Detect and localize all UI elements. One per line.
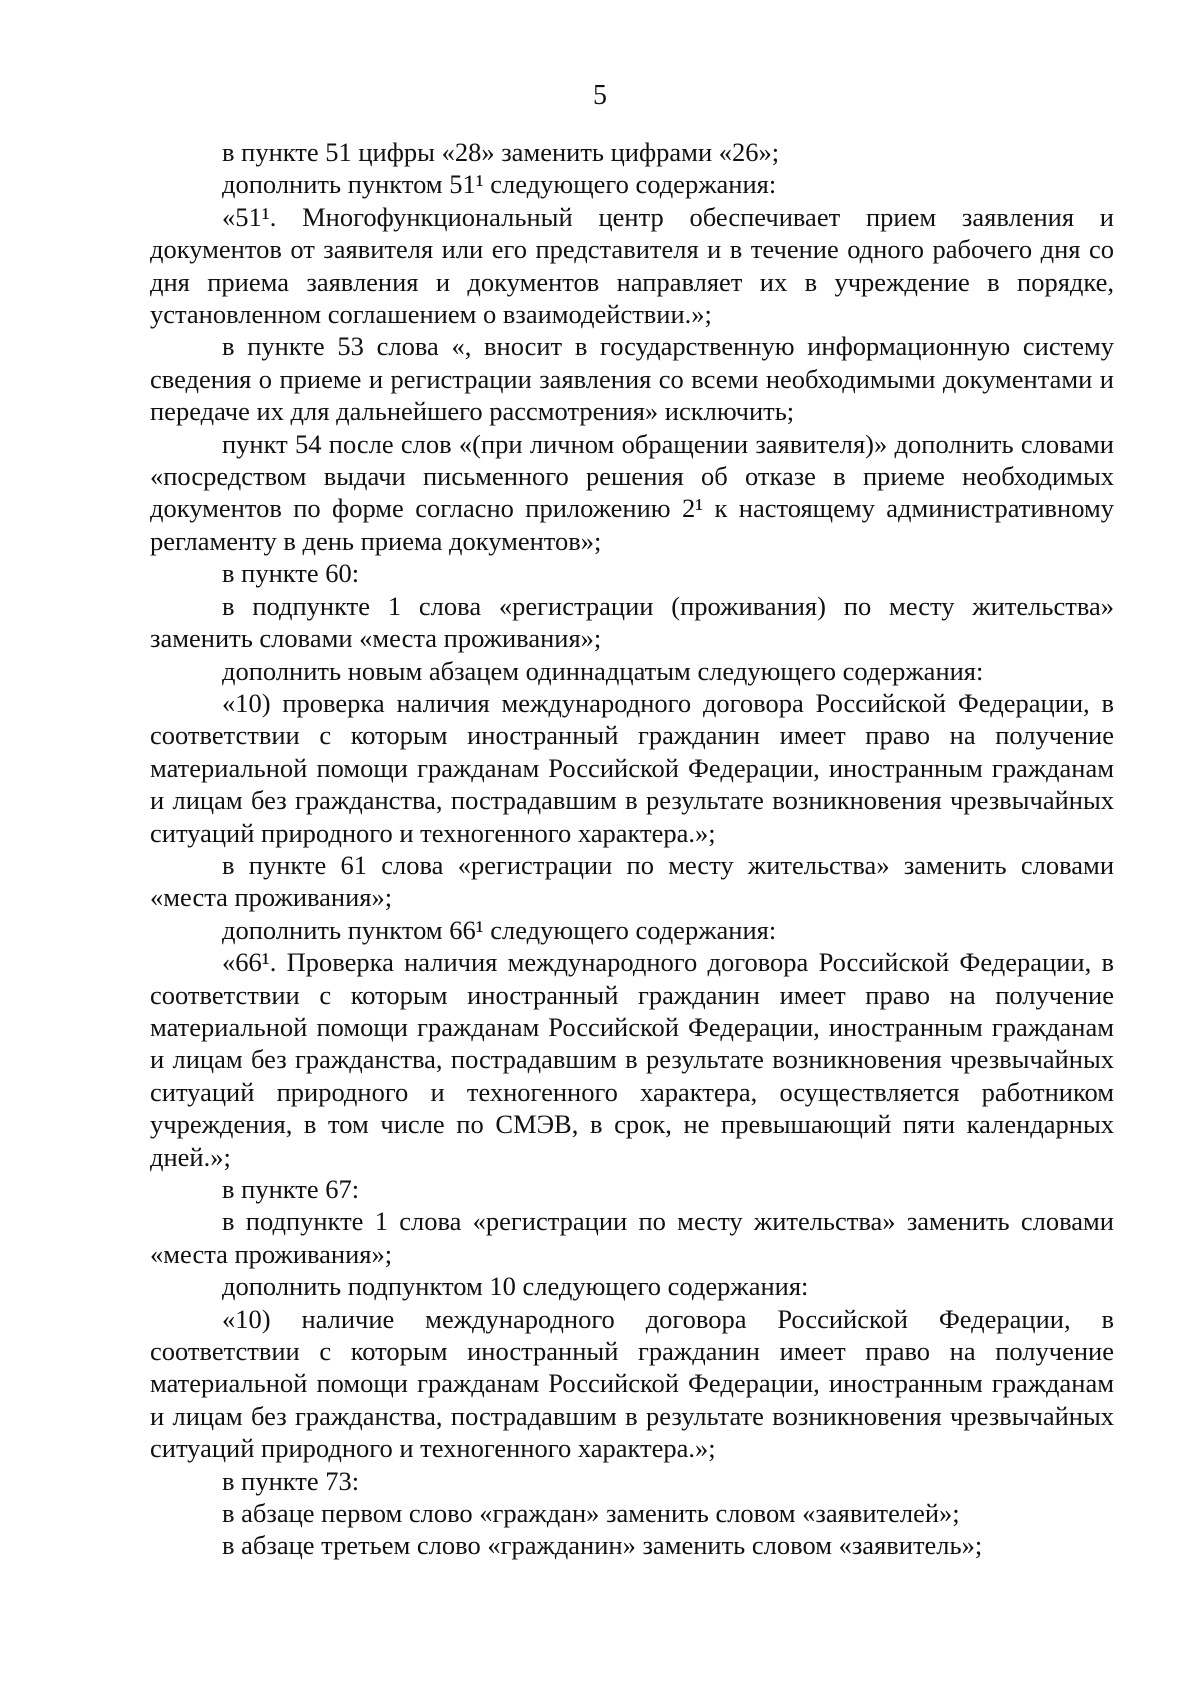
- paragraph-6: в пункте 60:: [222, 558, 360, 589]
- paragraph-4: в пункте 53 слова «, вносит в государственную информационную систему сведения о приеме и регистрации заявления со всеми необходимыми документами и передаче их для дальнейшего рассмотрения» исключить;: [150, 331, 1114, 427]
- paragraph-5: пункт 54 после слов «(при личном обращении заявителя)» дополнить словами «посредством выдачи письменного решения об отказе в приеме необходимых документов по форме согласно приложению 2¹ к настоящему административному регламенту в день приема документов»;: [150, 428, 1114, 556]
- paragraph-3: «51¹. Многофункциональный центр обеспечивает прием заявления и документов от заявителя или его представителя и в течение одного рабочего дня со дня приема заявления и документов направляет их в учреждение в порядке, установленном соглашением о взаимодействии.»;: [150, 201, 1114, 330]
- paragraph-10: в пункте 61 слова «регистрации по месту жительства» заменить словами «места проживания»;: [150, 849, 1114, 913]
- paragraph-14: в подпункте 1 слова «регистрации по месту жительства» заменить словами «места проживания»;: [150, 1206, 1114, 1269]
- paragraph-18: в абзаце первом слово «граждан» заменить словом «заявителей»;: [222, 1498, 960, 1529]
- paragraph-7: в подпункте 1 слова «регистрации (проживания) по месту жительства» заменить словами «места проживания»;: [150, 590, 1114, 654]
- paragraph-2: дополнить пунктом 51¹ следующего содержания:: [222, 169, 777, 200]
- paragraph-1: в пункте 51 цифры «28» заменить цифрами «26»;: [222, 137, 780, 167]
- paragraph-19: в абзаце третьем слово «гражданин» заменить словом «заявитель»;: [222, 1530, 983, 1561]
- paragraph-17: в пункте 73:: [222, 1465, 360, 1496]
- paragraph-11: дополнить пунктом 66¹ следующего содержания:: [222, 914, 777, 945]
- paragraph-12: «66¹. Проверка наличия международного договора Российской Федерации, в соответствии с которым иностранный гражданин имеет право на получение материальной помощи гражданам Российской Федерации, иностранным гражданам и лицам без гражданства, пострадавшим в результате возникновения чрезвычайных ситуаций природного и техногенного характера, осуществляется работником учреждения, в том числе по СМЭВ, в срок, не превышающий пяти календарных дней.»;: [150, 947, 1114, 1172]
- paragraph-16: «10) наличие международного договора Российской Федерации, в соответствии с которым иностранный гражданин имеет право на получение материальной помощи гражданам Российской Федерации, иностранным гражданам и лицам без гражданства, пострадавшим в результате возникновения чрезвычайных ситуаций природного и техногенного характера.»;: [150, 1303, 1114, 1464]
- page-number: 5: [593, 80, 607, 111]
- paragraph-9: «10) проверка наличия международного договора Российской Федерации, в соответствии с которым иностранный гражданин имеет право на получение материальной помощи гражданам Российской Федерации, иностранным гражданам и лицам без гражданства, пострадавшим в результате возникновения чрезвычайных ситуаций природного и техногенного характера.»;: [150, 687, 1114, 848]
- paragraph-15: дополнить подпунктом 10 следующего содержания:: [222, 1271, 809, 1302]
- document-body: [150, 136, 1114, 1562]
- paragraph-13: в пункте 67:: [222, 1174, 360, 1204]
- paragraph-8: дополнить новым абзацем одиннадцатым следующего содержания:: [222, 655, 984, 686]
